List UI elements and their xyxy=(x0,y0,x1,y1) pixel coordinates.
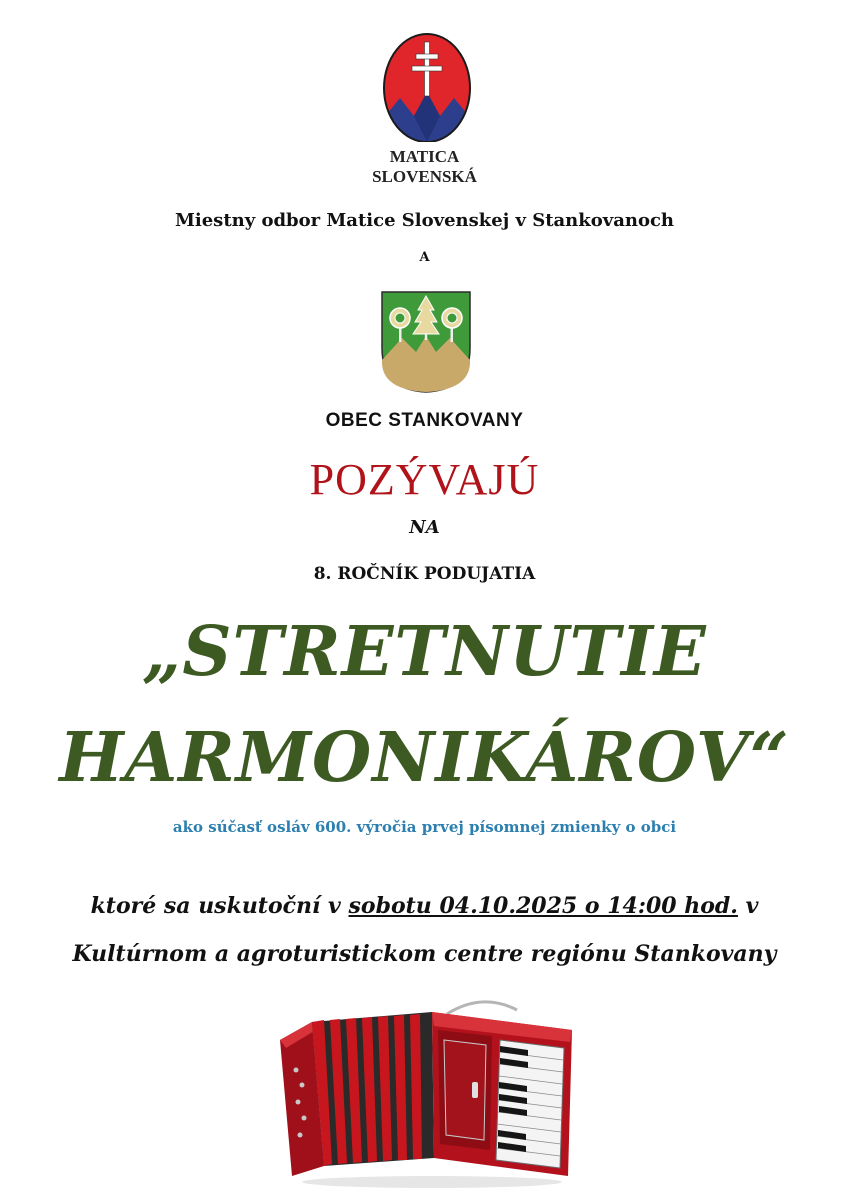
organizer-name: Miestny odbor Matice Slovenskej v Stankovanoch xyxy=(174,210,675,231)
event-details-line xyxy=(0,893,849,919)
stankovany-crest-icon xyxy=(380,290,472,394)
edition-text: 8. ROČNÍK PODUJATIA xyxy=(313,564,536,584)
logo-text-line2: SLOVENSKÁ xyxy=(372,167,477,186)
logo-text-line1: MATICA xyxy=(389,147,460,166)
invite-heading: POZÝVAJÚ xyxy=(309,455,540,504)
event-subtitle: ako súčasť osláv 600. výročia prvej písomnej zmienky o obci xyxy=(172,818,677,836)
accordion-icon xyxy=(272,990,582,1190)
na-text: NA xyxy=(409,517,440,538)
matica-emblem-icon xyxy=(382,32,472,142)
matica-logo-text xyxy=(0,147,849,187)
event-title-line1: „STRETNUTIE xyxy=(142,612,707,692)
municipality-name: OBEC STANKOVANY xyxy=(325,410,524,431)
details-prefix: ktoré sa uskutoční v xyxy=(90,893,341,919)
event-venue: Kultúrnom a agroturistickom centre regiónu Stankovany xyxy=(72,941,777,967)
event-datetime: sobotu 04.10.2025 o 14:00 hod. xyxy=(348,893,738,919)
details-suffix: v xyxy=(745,893,759,919)
conjunction: A xyxy=(419,250,430,265)
event-title-line2: HARMONIKÁROV“ xyxy=(59,718,790,798)
